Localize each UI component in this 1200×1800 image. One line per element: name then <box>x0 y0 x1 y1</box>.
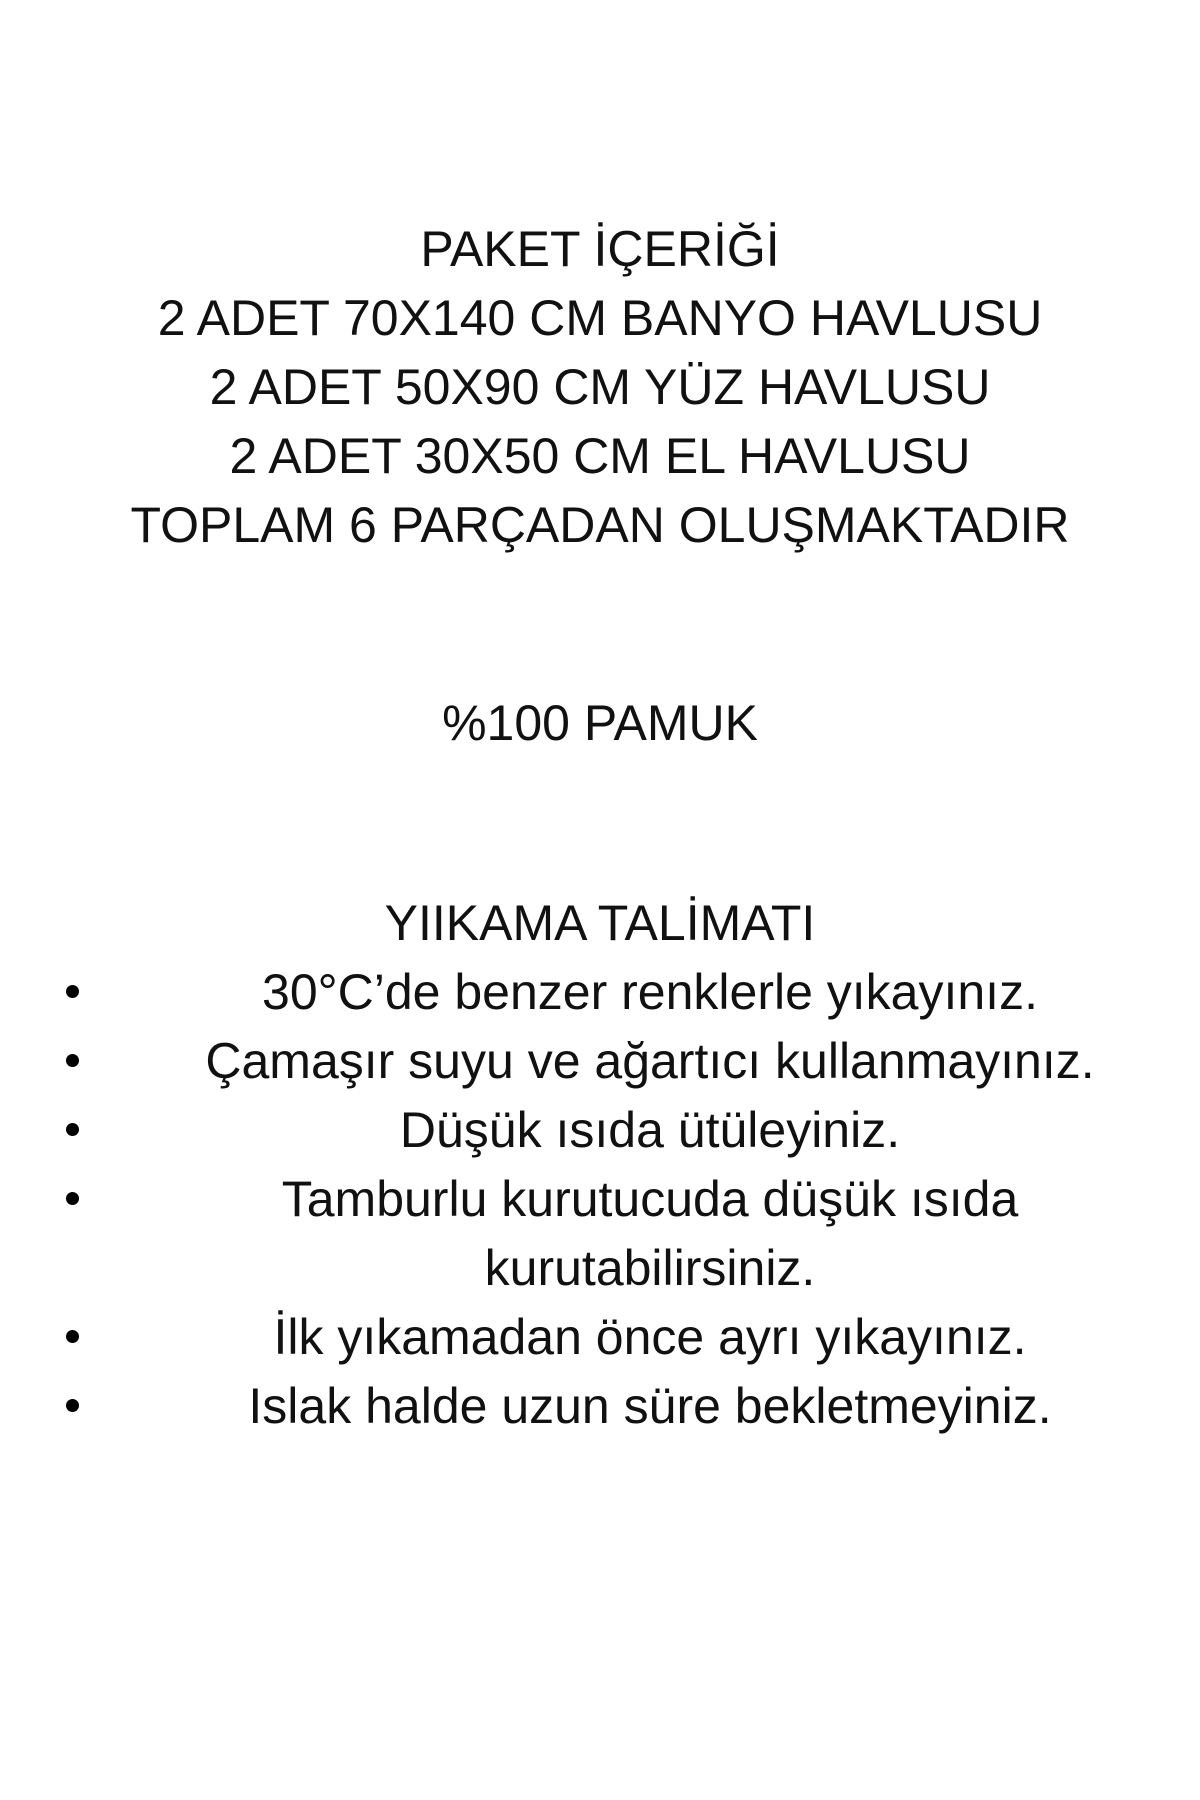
package-item-hand-towel: 2 ADET 30X50 CM EL HAVLUSU <box>229 428 971 484</box>
package-heading: PAKET İÇERİĞİ <box>420 221 780 277</box>
bullet-icon <box>66 1192 79 1205</box>
care-item-text: kurutabilirsiniz. <box>484 1240 816 1296</box>
bullet-icon <box>66 1330 79 1343</box>
bullet-icon <box>66 1123 79 1136</box>
bullet-icon <box>66 1054 79 1067</box>
care-heading: YIIKAMA TALİMATI <box>384 895 816 951</box>
material-label: %100 PAMUK <box>442 695 758 751</box>
care-item-text: İlk yıkamadan önce ayrı yıkayınız. <box>273 1309 1027 1365</box>
package-item-bath-towel: 2 ADET 70X140 CM BANYO HAVLUSU <box>157 290 1043 346</box>
care-item-text: Çamaşır suyu ve ağartıcı kullanmayınız. <box>205 1033 1095 1089</box>
care-item-text: Düşük ısıda ütüleyiniz. <box>399 1102 901 1158</box>
package-item-face-towel: 2 ADET 50X90 CM YÜZ HAVLUSU <box>209 359 991 415</box>
care-item-text: Tamburlu kurutucuda düşük ısıda <box>281 1171 1019 1227</box>
care-item-text: Islak halde uzun süre bekletmeyiniz. <box>248 1378 1052 1434</box>
bullet-icon <box>66 985 79 998</box>
package-total: TOPLAM 6 PARÇADAN OLUŞMAKTADIR <box>130 497 1070 553</box>
bullet-icon <box>66 1399 79 1412</box>
care-item-text: 30°C’de benzer renklerle yıkayınız. <box>262 964 1038 1020</box>
